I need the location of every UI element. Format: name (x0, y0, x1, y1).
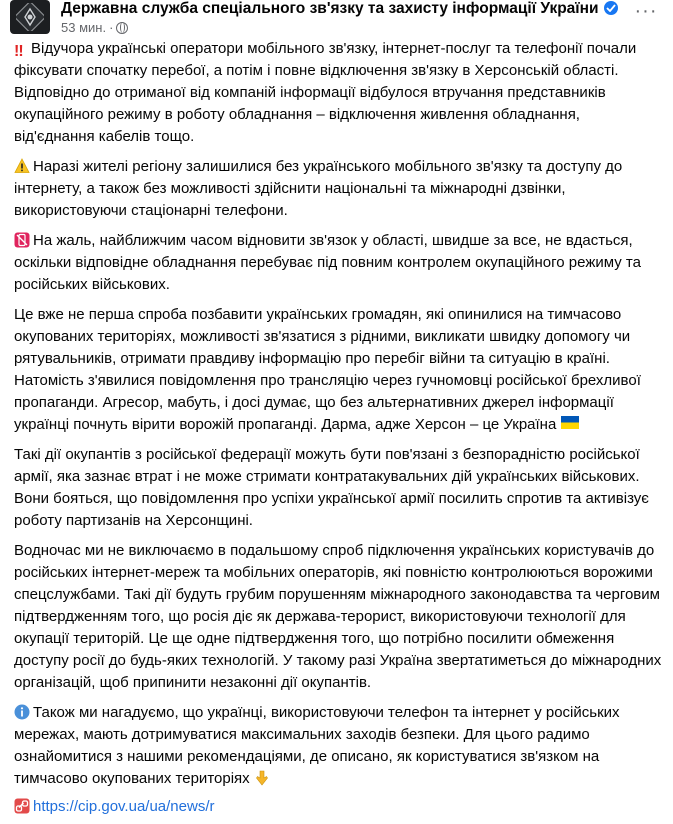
line-text: від'єднання кабелів тощо. (14, 128, 195, 145)
post-paragraph (14, 230, 659, 296)
post-text-line (14, 540, 659, 562)
line-text: оскільки відповідне обладнання перебуває під повним контролем окупаційного режиму та (14, 254, 641, 271)
line-text: окупації територій. Це ще одне підтвердження того, що потрібно посилити обмеження (14, 630, 615, 647)
post-text-line (14, 156, 659, 178)
line-text: Такі дії окупантів з російської федерації можуть бути пов'язані з безпорадністю російської (14, 446, 640, 463)
post-text-line (14, 392, 659, 414)
line-text: армії, яка зазнає втрат і не може стримати контратакувальних дій українських військових. (14, 468, 640, 485)
post-text-line (14, 510, 659, 532)
line-text: мережах, мають дотримуватися максимальних заходів безпеки. Для цього радимо (14, 726, 590, 743)
post-content (14, 38, 662, 824)
post-text-line (14, 650, 662, 672)
phone-off-icon (14, 232, 30, 248)
post-paragraph (14, 540, 662, 694)
post-text-line (14, 252, 659, 274)
post-paragraph (14, 304, 659, 436)
post-text-line (14, 584, 659, 606)
line-text: Водночас ми не виключаємо в подальшому спроб підключення українських користувачів до (14, 542, 655, 559)
post-text-line (14, 562, 659, 584)
line-text: пропаганди. Агресор, мабуть, і досі думає, що без альтернативних джерел інформації (14, 394, 614, 411)
ukraine-flag-icon (561, 416, 577, 432)
post-text-line (14, 38, 659, 60)
post-text-line (14, 488, 659, 510)
line-text: підтвердженням того, що росія діє як держава-терорист, використовуючи технології для (14, 608, 626, 625)
line-text: фіксувати спочатку перебої, а потім і повне відключення зв'язку в Херсонській області. (14, 62, 619, 79)
line-text: російських інтернет-мереж та мобільних операторів, які повністю контролюються ворожими (14, 564, 653, 581)
post-text-line (14, 370, 659, 392)
post-text-line (14, 60, 659, 82)
link-icon (14, 798, 30, 814)
post-text-line (14, 304, 659, 326)
line-text: окупованих територіях, можливості зв'язатися з рідними, викликати швидку допомогу чи (14, 328, 631, 345)
info-icon (14, 704, 30, 720)
verified-badge-icon (604, 1, 618, 15)
post-text-line (14, 126, 659, 148)
post-text-line (14, 230, 659, 252)
line-text: спецслужбами. Такі дії будуть грубим порушенням міжнародного законодавства та черговим (14, 586, 660, 603)
post-link-line (14, 796, 659, 818)
post-text-line (14, 702, 659, 724)
shield-emblem-icon (16, 3, 44, 31)
line-text: Це вже не перша спроба позбавити українських громадян, які опинилися на тимчасово (14, 306, 622, 323)
post-text-line (14, 82, 659, 104)
post-text-line (14, 724, 659, 746)
news-link[interactable]: https://cip.gov.ua/ua/news/r (33, 798, 215, 815)
line-text: Наразі жителі регіону залишилися без українського мобільного зв'язку та доступу до (33, 158, 623, 175)
pointing-down-hand-icon (254, 770, 270, 786)
post-paragraph (14, 444, 659, 532)
post-text-line (14, 274, 659, 296)
globe-icon (116, 22, 128, 34)
post-text-line (14, 178, 659, 200)
post-text-line (14, 628, 659, 650)
post-text-line (14, 606, 659, 628)
line-text: Також ми нагадуємо, що українці, використовуючи телефон та інтернет у російських (33, 704, 620, 721)
post-text-line (14, 746, 659, 768)
post-time[interactable]: 53 мин. (61, 20, 107, 35)
post-paragraph (14, 156, 659, 222)
more-options-button[interactable]: ··· (634, 0, 658, 22)
warning-icon (14, 158, 30, 174)
line-text: Відучора українські оператори мобільного зв'язку, інтернет-послуг та телефонії почали (31, 40, 637, 57)
line-text: рятувальників, отримати правдиву інформацію про перебіг війни та ситуацію в країні. (14, 350, 610, 367)
post-text-line (14, 326, 659, 348)
post-text-line (14, 348, 659, 370)
post-text-line (14, 672, 659, 694)
line-text: Вони бояться, що повідомлення про успіхи української армії посилить спротив та активізує (14, 490, 649, 507)
post-text-line (14, 104, 659, 126)
post-text-line (14, 444, 659, 466)
post-text-line (14, 414, 659, 436)
post-text-line (14, 466, 659, 488)
page-name-text[interactable]: Державна служба спеціального зв'язку та захисту інформації України (61, 0, 599, 17)
page-name[interactable] (61, 0, 618, 18)
meta-separator: · (109, 20, 114, 35)
post-text-line (14, 200, 659, 222)
line-text: організацій, щоб припинити незаконні дії окупантів. (14, 674, 372, 691)
double-exclamation-icon: ‼ (14, 43, 24, 60)
line-text: тимчасово окупованих територіях (14, 770, 250, 787)
line-text: Натомість з'явилися повідомлення про трансляцію через гучномовці російської брехливої (14, 372, 641, 389)
line-text: російських військових. (14, 276, 170, 293)
post-text-line (14, 768, 659, 790)
post-paragraph (14, 38, 659, 148)
post-meta (61, 20, 128, 35)
post-header (0, 0, 673, 38)
line-text: На жаль, найближчим часом відновити зв'язок у області, швидше за все, не вдасться, (33, 232, 633, 249)
line-text: українці почнуть вірити ворожій пропаганді. Дарма, адже Херсон – це Україна (14, 416, 557, 433)
line-text: доступу росії до будь-яких технологій. У такому разі Україна звертатиметься до міжнародних (14, 652, 662, 669)
line-text: використовуючи стаціонарні телефони. (14, 202, 288, 219)
line-text: окупаційного режиму в роботу обладнання – відключення живлення обладнання, (14, 106, 580, 123)
line-text: Відповідно до отриманої від компаній інформації відбулося втручання представників (14, 84, 606, 101)
line-text: ознайомитися з нашими рекомендаціями, де описано, як користуватися зв'язком на (14, 748, 600, 765)
line-text: інтернету, а також без можливості здійснити національні та міжнародні дзвінки, (14, 180, 566, 197)
page-avatar[interactable] (10, 0, 50, 34)
line-text: роботу партизанів на Херсонщині. (14, 512, 253, 529)
post-paragraph (14, 702, 659, 790)
